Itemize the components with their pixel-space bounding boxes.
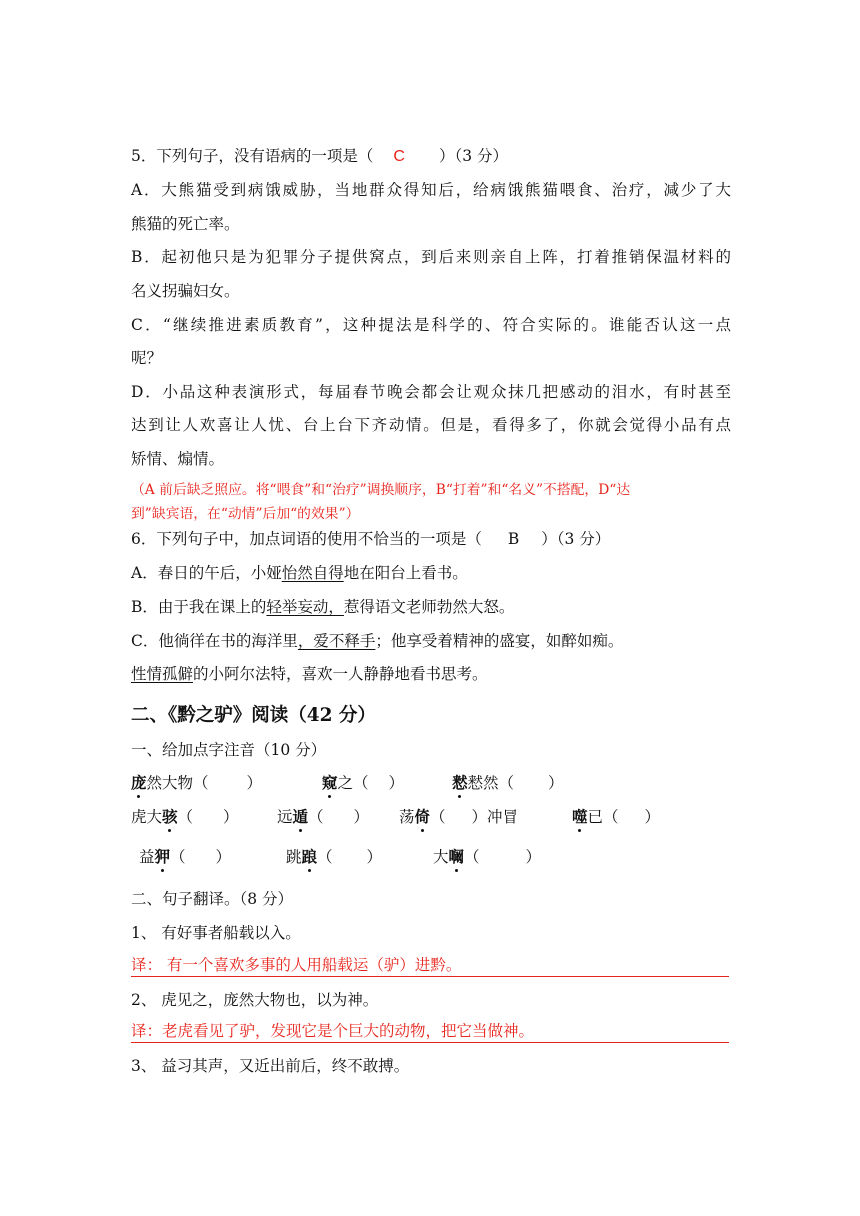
q6-option-a: A．春日的午后，小娅怡然自得地在阳台上看书。 bbox=[131, 564, 468, 582]
pinyin-item-liang: 跳踉（ ） bbox=[286, 847, 383, 866]
pinyin-item-shi: 噬已（ ） bbox=[572, 807, 661, 826]
q5-stem: 5．下列句子，没有语病的一项是（ C ）（3 分） bbox=[131, 147, 508, 165]
q5-answer: C bbox=[393, 148, 405, 165]
sentence-2: 2、 虎见之，庞然大物也，以为神。 bbox=[131, 991, 379, 1009]
q5-note-line2: 到”缺宾语，在“动情”后加“的效果”） bbox=[131, 506, 360, 522]
q6-option-c-word: ，爱不释手 bbox=[297, 632, 376, 650]
pinyin-item-hai: 虎大骇（ ） bbox=[131, 807, 239, 826]
pinyin-item-yin: 慭慭然（ ） bbox=[452, 773, 564, 792]
q5-option-d-line3: 矫情、煽情。 bbox=[131, 450, 225, 468]
sentence-3: 3、 益习其声，又近出前后，终不敢搏。 bbox=[131, 1057, 410, 1075]
pinyin-item-xia: 益狎（ ） bbox=[139, 847, 232, 866]
q6-option-b-word: 轻举妄动， bbox=[266, 598, 344, 616]
q5-option-c-line2: 呢？ bbox=[131, 349, 163, 367]
translation-2: 译：老虎看见了驴，发现它是个巨大的动物，把它当做神。 bbox=[131, 1020, 729, 1043]
q5-option-b-line2: 名义拐骗妇女。 bbox=[131, 282, 240, 300]
q5-option-d-line1: D．小品这种表演形式，每届春节晚会都会让观众抹几把感动的泪水，有时甚至 bbox=[131, 383, 731, 401]
q5-note-line1: （A 前后缺乏照应。将“喂食”和“治疗”调换顺序，B“打着”和“名义”不搭配，D“达 bbox=[131, 482, 631, 498]
q6-answer: B bbox=[507, 530, 520, 548]
part1-title: 一、给加点字注音（10 分） bbox=[131, 741, 327, 759]
section-heading: 二、《黔之驴》阅读（42 分） bbox=[131, 705, 376, 726]
q6-option-d: 性情孤僻的小阿尔法特，喜欢一人静静地看书思考。 bbox=[131, 665, 488, 683]
sentence-1: 1、 有好事者船载以入。 bbox=[131, 924, 301, 942]
translation-1: 译： 有一个喜欢多事的人用船载运（驴）进黔。 bbox=[131, 954, 729, 977]
q5-option-a-line2: 熊猫的死亡率。 bbox=[131, 215, 240, 233]
q5-option-b-line1: B．起初他只是为犯罪分子提供窝点，到后来则亲自上阵，打着推销保温材料的 bbox=[131, 248, 731, 266]
pinyin-item-pangran: 庞然大物（ ） bbox=[131, 773, 263, 792]
q6-option-a-word: 怡然自得 bbox=[281, 564, 344, 582]
pinyin-item-dun: 远遁（ ） bbox=[277, 807, 370, 826]
q6-option-b: B．由于我在课上的轻举妄动，惹得语文老师勃然大怒。 bbox=[131, 598, 515, 616]
pinyin-item-kui: 窥之（ ） bbox=[322, 773, 405, 792]
part2-title: 二、句子翻译。（8 分） bbox=[131, 890, 294, 908]
q5-option-c-line1: C．“继续推进素质教育”，这种提法是科学的、符合实际的。谁能否认这一点 bbox=[131, 316, 731, 334]
q5-option-d-line2: 达到让人欢喜让人忧、台上台下齐动情。但是，看得多了，你就会觉得小品有点 bbox=[131, 416, 731, 434]
pinyin-item-yi: 荡倚（ ）冲冒 bbox=[399, 807, 519, 826]
q6-stem: 6．下列句子中，加点词语的使用不恰当的一项是（ B ）（3 分） bbox=[131, 530, 611, 548]
q5-option-a-line1: A．大熊猫受到病饿威胁，当地群众得知后，给病饿熊猫喂食、治疗，减少了大 bbox=[131, 181, 731, 199]
q6-option-d-word: 性情孤僻 bbox=[131, 665, 194, 683]
q6-option-c: C．他徜徉在书的海洋里，爱不释手；他享受着精神的盛宴，如醉如痴。 bbox=[131, 632, 624, 650]
pinyin-item-han: 大㘎（ ） bbox=[433, 847, 542, 866]
